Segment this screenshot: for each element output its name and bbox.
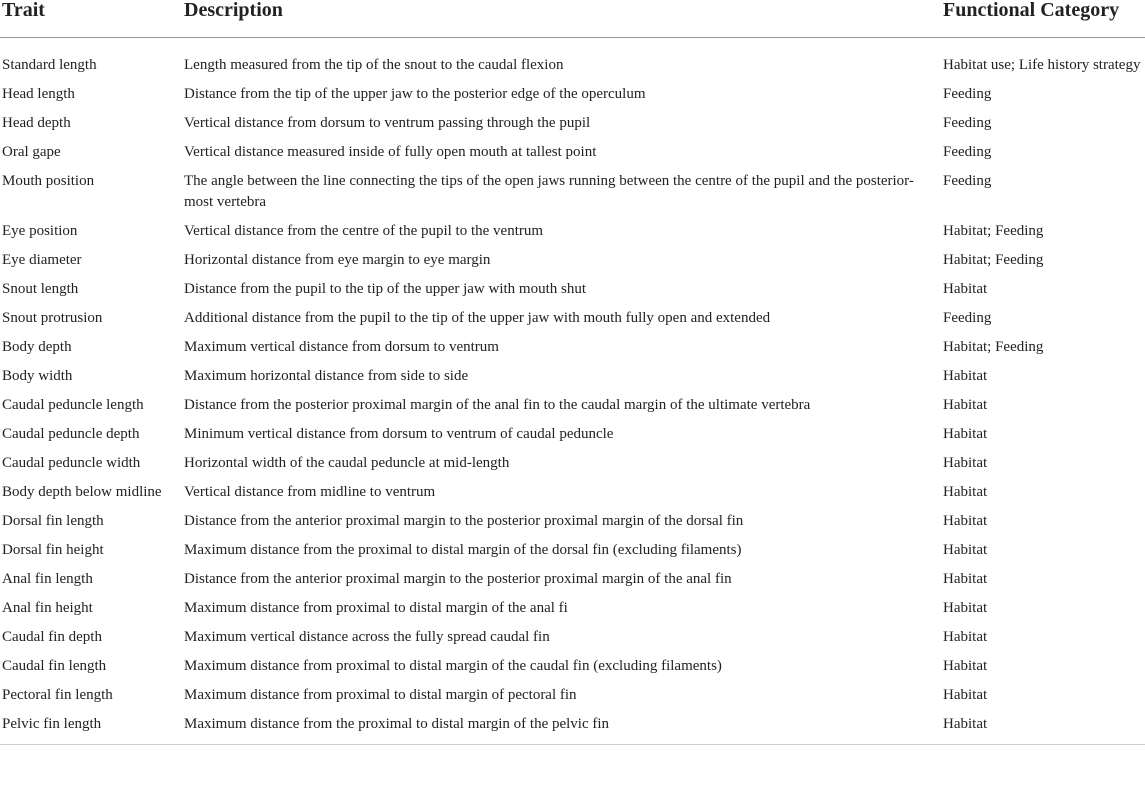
- description-cell: Distance from the anterior proximal margin to the posterior proximal margin of the dorsal fin: [184, 512, 744, 529]
- description-cell: Maximum horizontal distance from side to side: [184, 367, 469, 384]
- table-row: [0, 711, 1145, 745]
- category-cell: Habitat: [943, 657, 988, 674]
- table-row: [0, 37, 1145, 81]
- trait-cell: Eye position: [2, 222, 78, 239]
- trait-cell: Caudal peduncle width: [2, 454, 141, 471]
- category-cell: Habitat; Feeding: [943, 222, 1044, 239]
- table-row: [0, 247, 1145, 276]
- category-cell: Feeding: [943, 172, 992, 189]
- description-cell: Distance from the pupil to the tip of the upper jaw with mouth shut: [184, 280, 587, 297]
- description-cell: The angle between the line connecting the tips of the open jaws running between the centre of the pupil and the posterior-most vertebra: [184, 172, 914, 210]
- category-cell: Habitat: [943, 512, 988, 529]
- header-trait: Trait: [0, 0, 183, 37]
- trait-cell: Caudal peduncle length: [2, 396, 144, 413]
- table-row: [0, 653, 1145, 682]
- trait-cell: Body depth: [2, 338, 72, 355]
- category-cell: Habitat; Feeding: [943, 338, 1044, 355]
- trait-cell: Pelvic fin length: [2, 715, 102, 732]
- trait-cell: Anal fin height: [2, 599, 93, 616]
- category-cell: Habitat: [943, 367, 988, 384]
- description-cell: Horizontal width of the caudal peduncle at mid-length: [184, 454, 510, 471]
- trait-cell: Oral gape: [2, 143, 61, 160]
- category-cell: Habitat: [943, 425, 988, 442]
- description-cell: Maximum distance from the proximal to distal margin of the dorsal fin (excluding filaments): [184, 541, 742, 558]
- category-cell: Habitat use; Life history strategy: [943, 56, 1141, 73]
- table-row: [0, 624, 1145, 653]
- description-cell: Maximum distance from proximal to distal margin of the anal fi: [184, 599, 568, 616]
- description-cell: Maximum distance from proximal to distal margin of the caudal fin (excluding filaments): [184, 657, 722, 674]
- trait-cell: Snout protrusion: [2, 309, 103, 326]
- table-header: [0, 0, 1145, 37]
- description-cell: Distance from the posterior proximal margin of the anal fin to the caudal margin of the ultimate vertebra: [184, 396, 811, 413]
- table-row: [0, 421, 1145, 450]
- table-row: [0, 334, 1145, 363]
- category-cell: Habitat: [943, 483, 988, 500]
- description-cell: Vertical distance from dorsum to ventrum passing through the pupil: [184, 114, 591, 131]
- trait-cell: Body width: [2, 367, 73, 384]
- description-cell: Horizontal distance from eye margin to eye margin: [184, 251, 491, 268]
- table-row: [0, 218, 1145, 247]
- table-row: [0, 508, 1145, 537]
- table-row: [0, 139, 1145, 168]
- table-row: [0, 81, 1145, 110]
- header-functional-category: Functional Category: [942, 0, 1145, 37]
- category-cell: Feeding: [943, 85, 992, 102]
- table-row: [0, 392, 1145, 421]
- table-row: [0, 682, 1145, 711]
- trait-cell: Standard length: [2, 56, 97, 73]
- description-cell: Length measured from the tip of the snout to the caudal flexion: [184, 56, 564, 73]
- description-cell: Maximum distance from the proximal to distal margin of the pelvic fin: [184, 715, 610, 732]
- table-row: [0, 305, 1145, 334]
- trait-cell: Dorsal fin length: [2, 512, 104, 529]
- trait-cell: Head depth: [2, 114, 71, 131]
- category-cell: Feeding: [943, 143, 992, 160]
- header-row: [0, 0, 1145, 37]
- description-cell: Vertical distance measured inside of fully open mouth at tallest point: [184, 143, 597, 160]
- trait-cell: Mouth position: [2, 172, 95, 189]
- table-row: [0, 566, 1145, 595]
- category-cell: Habitat: [943, 628, 988, 645]
- category-cell: Habitat: [943, 686, 988, 703]
- table-row: [0, 110, 1145, 139]
- category-cell: Habitat: [943, 280, 988, 297]
- description-cell: Distance from the tip of the upper jaw to the posterior edge of the operculum: [184, 85, 646, 102]
- trait-cell: Caudal fin length: [2, 657, 107, 674]
- description-cell: Minimum vertical distance from dorsum to ventrum of caudal peduncle: [184, 425, 614, 442]
- category-cell: Feeding: [943, 309, 992, 326]
- trait-cell: Body depth below midline: [2, 483, 162, 500]
- description-cell: Vertical distance from the centre of the pupil to the ventrum: [184, 222, 544, 239]
- category-cell: Habitat: [943, 599, 988, 616]
- description-cell: Maximum vertical distance from dorsum to ventrum: [184, 338, 499, 355]
- trait-cell: Head length: [2, 85, 75, 102]
- category-cell: Habitat; Feeding: [943, 251, 1044, 268]
- description-cell: Vertical distance from midline to ventrum: [184, 483, 436, 500]
- table-row: [0, 363, 1145, 392]
- header-description: Description: [183, 0, 942, 37]
- table-row: [0, 276, 1145, 305]
- table-row: [0, 537, 1145, 566]
- trait-cell: Caudal fin depth: [2, 628, 102, 645]
- table-body: [0, 37, 1145, 744]
- trait-cell: Snout length: [2, 280, 79, 297]
- table-row: [0, 595, 1145, 624]
- description-cell: Maximum distance from proximal to distal margin of pectoral fin: [184, 686, 577, 703]
- trait-cell: Dorsal fin height: [2, 541, 104, 558]
- trait-cell: Anal fin length: [2, 570, 93, 587]
- description-cell: Maximum vertical distance across the fully spread caudal fin: [184, 628, 550, 645]
- table-row: [0, 479, 1145, 508]
- trait-cell: Pectoral fin length: [2, 686, 113, 703]
- category-cell: Habitat: [943, 570, 988, 587]
- table-row: [0, 168, 1145, 218]
- category-cell: Habitat: [943, 541, 988, 558]
- trait-cell: Eye diameter: [2, 251, 82, 268]
- category-cell: Habitat: [943, 396, 988, 413]
- category-cell: Habitat: [943, 715, 988, 732]
- trait-cell: Caudal peduncle depth: [2, 425, 140, 442]
- category-cell: Feeding: [943, 114, 992, 131]
- category-cell: Habitat: [943, 454, 988, 471]
- description-cell: Distance from the anterior proximal margin to the posterior proximal margin of the anal fin: [184, 570, 732, 587]
- table-row: [0, 450, 1145, 479]
- description-cell: Additional distance from the pupil to the tip of the upper jaw with mouth fully open and extended: [184, 309, 771, 326]
